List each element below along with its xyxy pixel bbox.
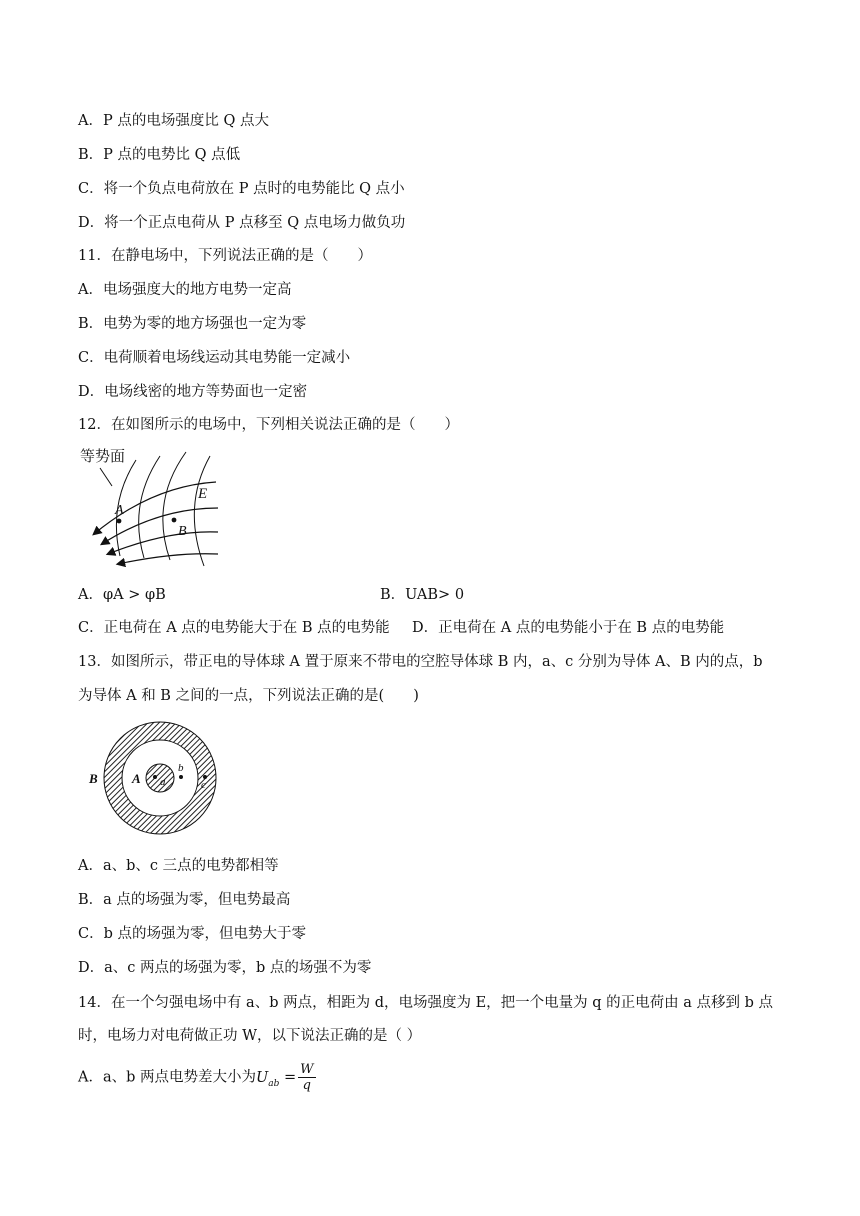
point-b-dot [179, 775, 183, 779]
q12-option-a: A．φA > φB [78, 587, 166, 603]
q14-option-a-text: A．a、b 两点电势差大小为 [78, 1069, 257, 1086]
q13-stem-line1: 13．如图所示，带正电的导体球 A 置于原来不带电的空腔导体球 B 内，a、c 分别为导体 A、B 内的点，b [78, 654, 763, 670]
formula-eq: = [279, 1069, 297, 1086]
formula-denominator: q [302, 1078, 311, 1093]
q10-option-c: C．将一个负点电荷放在 P 点时的电势能比 Q 点小 [78, 181, 405, 197]
q10-option-a: A．P 点的电场强度比 Q 点大 [78, 113, 269, 129]
label-a: a [160, 776, 166, 788]
q12-stem: 12．在如图所示的电场中，下列相关说法正确的是（ ） [78, 417, 459, 433]
formula-u: U [256, 1069, 269, 1086]
q13-option-c: C．b 点的场强为零，但电势大于零 [78, 926, 306, 942]
equipotential-field-figure [78, 446, 220, 570]
q14-stem: 14．在一个匀强电场中有 a、b 两点，相距为 d，电场强度为 E，把一个电量为 q 的正电荷由 a 点移到 b 点时，电场力对电荷做正功 W，以下说法正确的是（ ） [78, 995, 774, 1044]
q12-option-c: C．正电荷在 A 点的电势能大于在 B 点的电势能 [78, 620, 390, 636]
q11-option-a: A．电场强度大的地方电势一定高 [78, 282, 292, 298]
point-b-dot [172, 518, 177, 523]
q13-stem-line2: 为导体 A 和 B 之间的一点，下列说法正确的是( ) [78, 688, 419, 704]
label-c: c [201, 779, 206, 791]
q11-stem: 11．在静电场中，下列说法正确的是（ ） [78, 248, 372, 264]
q13-option-a: A．a、b、c 三点的电势都相等 [78, 858, 279, 874]
label-a: A [115, 503, 124, 518]
q13-option-b: B．a 点的场强为零，但电势最高 [78, 892, 291, 908]
formula-fraction [298, 1062, 315, 1093]
conductor-spheres-figure [82, 720, 230, 838]
equipotential-title: 等势面 [80, 449, 126, 465]
q13-option-d: D．a、c 两点的场强为零，b 点的场强不为零 [78, 960, 372, 976]
label-e: E [198, 486, 208, 502]
point-a-dot [153, 775, 157, 779]
label-b: b [178, 762, 184, 774]
q10-option-d: D．将一个正点电荷从 P 点移至 Q 点电场力做负功 [78, 215, 406, 231]
q11-option-b: B．电势为零的地方场强也一定为零 [78, 316, 307, 332]
q10-option-b: B．P 点的电势比 Q 点低 [78, 147, 241, 163]
formula-lhs [256, 1069, 280, 1089]
q12-option-b: B．UAB> 0 [380, 587, 465, 603]
q11-option-c: C．电荷顺着电场线运动其电势能一定减小 [78, 350, 351, 366]
label-b: B [178, 524, 187, 539]
formula-numerator: W [300, 1062, 314, 1077]
formula-sub: ab [268, 1078, 280, 1089]
q11-option-d: D．电场线密的地方等势面也一定密 [78, 384, 308, 400]
label-inner-a: A [132, 771, 141, 786]
q12-option-d: D．正电荷在 A 点的电势能小于在 B 点的电势能 [412, 620, 725, 636]
point-a-dot [117, 519, 122, 524]
label-outer-b: B [89, 771, 98, 786]
q14-option-a [78, 1062, 316, 1093]
